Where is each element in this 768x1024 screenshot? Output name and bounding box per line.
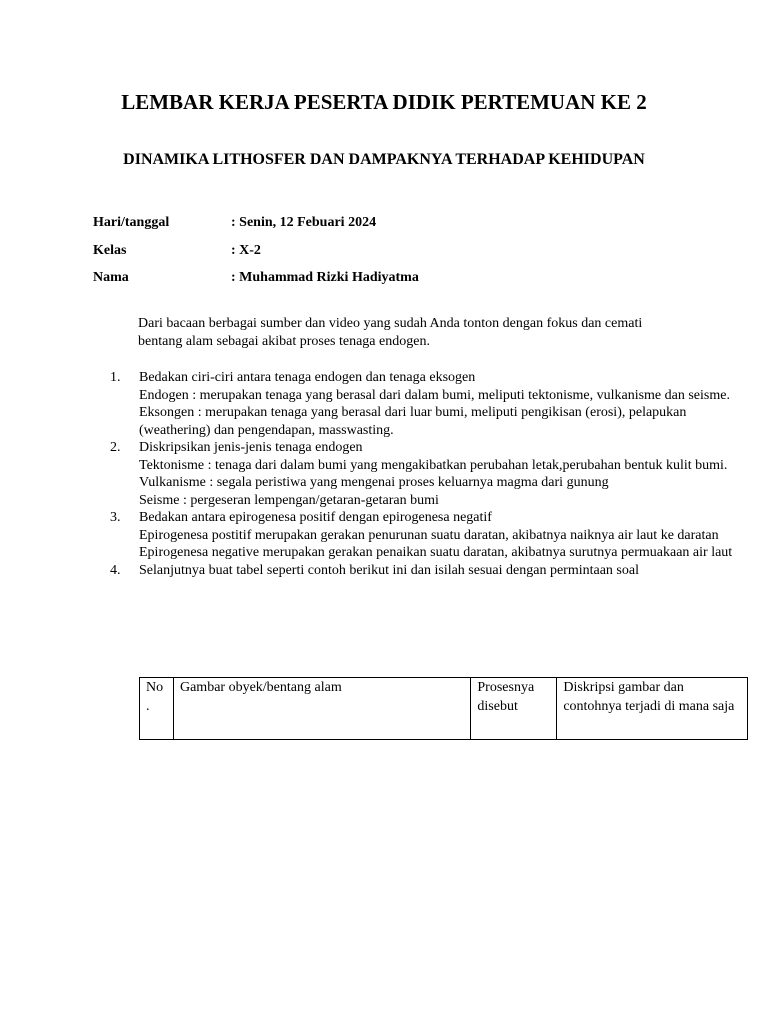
intro-paragraph: Dari bacaan berbagai sumber dan video yang sudah Anda tonton dengan fokus dan cemati bentang alam sebagai akibat proses tenaga endogen. [138,316,643,349]
question-text: Selanjutnya buat tabel seperti contoh berikut ini dan isilah sesuai dengan permintaan soal [139,562,639,578]
answer-table [139,677,748,740]
answer-text: Eksongen : merupakan tenaga yang berasal dari luar bumi, meliputi pengikisan (erosi), pelapukan (weathering) dan pengendapan, masswasting. [139,405,687,438]
answer-text: Epirogenesa negative merupakan gerakan penaikan suatu daratan, akibatnya surutnya permuakaan air laut [139,545,733,560]
answer-text: Seisme : pergeseran lempengan/getaran-getaran bumi [139,492,439,508]
question-number: 2. [110,440,121,455]
question-list [110,369,750,579]
info-label: Hari/tanggal [93,215,170,230]
table-header-cell: Prosesnya disebut [471,678,557,740]
question-number: 3. [110,510,121,525]
table-header-cell: No . [140,678,174,740]
question-item [110,562,750,580]
answer-text: Endogen : merupakan tenaga yang berasal dari dalam bumi, meliputi tektonisme, vulkanisme dan seisme. [139,387,730,403]
question-item [110,439,750,509]
info-value: : Muhammad Rizki Hadiyatma [231,270,419,285]
answer-text: Vulkanisme : segala peristiwa yang mengenai proses keluarnya magma dari gunung [139,475,609,490]
question-item [110,509,750,562]
answer-text: Epirogenesa postitif merupakan gerakan penurunan suatu daratan, akibatnya naiknya air laut ke daratan [139,527,719,543]
table-header-cell: Gambar obyek/bentang alam [173,678,470,740]
page-subtitle: DINAMIKA LITHOSFER DAN DAMPAKNYA TERHADAP KEHIDUPAN [123,151,645,168]
question-item [110,369,750,439]
question-number: 4. [110,562,121,578]
table-header-row [140,678,748,740]
question-text: Diskripsikan jenis-jenis tenaga endogen [139,440,363,455]
question-text: Bedakan ciri-ciri antara tenaga endogen dan tenaga eksogen [139,370,476,385]
table-header-cell: Diskripsi gambar dan contohnya terjadi di mana saja [557,678,748,740]
info-value: : X-2 [231,243,261,258]
page-title: LEMBAR KERJA PESERTA DIDIK PERTEMUAN KE 2 [121,90,647,114]
answer-text: Tektonisme : tenaga dari dalam bumi yang mengakibatkan perubahan letak,perubahan bentuk kulit bumi. [139,457,728,473]
question-number: 1. [110,370,121,385]
question-text: Bedakan antara epirogenesa positif dengan epirogenesa negatif [139,510,492,525]
info-label: Nama [93,270,129,285]
info-value: : Senin, 12 Febuari 2024 [231,215,377,230]
info-label: Kelas [93,243,127,258]
